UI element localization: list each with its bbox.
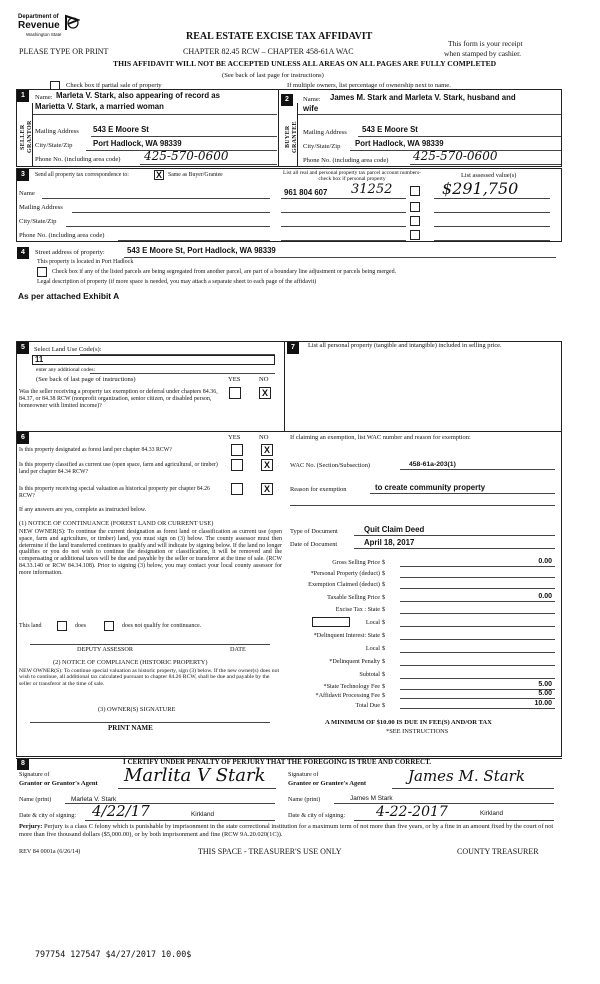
historic-question: Is this property receiving special valuation as historical property per chapter 84.26 RCW?	[19, 486, 210, 499]
buyer-city-label: City/State/Zip	[303, 143, 341, 150]
fee-label-4: Excise Tax : State	[335, 606, 380, 613]
minimum-due: A MINIMUM OF $10.00 IS DUE IN FEE(S) AND/OR TAX	[325, 719, 492, 726]
multiple-owners-note: If multiple owners, list percentage of ownership next to name.	[287, 82, 451, 89]
perjury-statement	[19, 823, 559, 839]
fee-prefix-10: $	[382, 683, 386, 690]
buyer-mailing-label: Mailing Address	[303, 129, 347, 136]
seller-mailing-label: Mailing Address	[35, 128, 79, 135]
grantor-date: 4/22/17	[92, 802, 150, 820]
buyer-city: Port Hadlock, WA 98339	[355, 139, 444, 148]
fee-label-0: Gross Selling Price	[332, 559, 380, 566]
street-label: Street address of property:	[35, 249, 105, 256]
form-title: REAL ESTATE EXCISE TAX AFFIDAVIT	[186, 31, 373, 42]
section-2-number: 2	[281, 94, 293, 106]
warning-text: THIS AFFIDAVIT WILL NOT BE ACCEPTED UNLESS ALL AREAS ON ALL PAGES ARE FULLY COMPLETED	[113, 59, 497, 68]
receipt-line2: when stamped by cashier.	[444, 49, 522, 58]
current-use-no-checkbox[interactable]: X	[261, 459, 273, 471]
segregated-checkbox[interactable]	[37, 267, 47, 277]
wa-flag-icon	[64, 14, 80, 32]
land-use-code: 11	[35, 355, 44, 364]
grantee-sig-label-2: Grantee or Grantee's Agent	[288, 780, 367, 787]
buyer-side-label: BUYER GRANTEE	[285, 121, 298, 153]
parcel-handwritten: 31252	[351, 182, 393, 197]
type-or-print: PLEASE TYPE OR PRINT	[19, 47, 109, 56]
fee-label-7: Local	[365, 645, 380, 652]
notice-compliance-body: NEW OWNER(S): To continue special valuation as historic property, sign (3) below. If the new owner(s) does not wish to continue, all additional tax calculated pursuant to chapter 84.26 RCW, shall be due and payable by the seller or transferor at the time of sale.	[19, 668, 280, 687]
see-back-instructions: (See back of last page of instructions)	[36, 376, 136, 383]
logo-line1: Department of	[18, 14, 59, 20]
segregated-label: Check box if any of the listed parcels are being segregated from another parcel, are part of a boundary line adjustment or parcels being merged.	[52, 269, 397, 275]
personal-property-checkbox-4[interactable]	[410, 230, 420, 240]
fee-label-6: *Delinquent Interest: State	[313, 632, 380, 639]
land-use-select-label: Select Land Use Code(s):	[34, 346, 102, 353]
section-7-number: 7	[287, 342, 299, 354]
fee-label-1: *Personal Property (deduct)	[310, 570, 380, 577]
buyer-name: James M. Stark and Marleta V. Stark, husband and	[330, 93, 516, 102]
see-back: (See back of last page for instructions)	[222, 72, 324, 79]
doc-date-label: Date of Document	[290, 541, 338, 548]
seller-name-label: Name:	[35, 94, 53, 101]
fee-label-5: Local	[365, 619, 380, 626]
fee-label-12: Total Due	[355, 702, 380, 709]
fee-prefix-4: $	[382, 606, 386, 613]
owner-signature-label: (3) OWNER(S) SIGNATURE	[98, 706, 176, 713]
land-use-code-field[interactable]	[32, 355, 275, 365]
dor-logo	[18, 14, 78, 46]
forest-no-checkbox[interactable]: X	[261, 444, 273, 456]
tax-corr-mailing-label: Mailing Address	[19, 204, 63, 211]
section-8-number: 8	[17, 758, 29, 770]
buyer-phone-label: Phone No. (including area code)	[303, 157, 389, 164]
grantor-city: Kirkland	[191, 811, 215, 818]
seller-phone: 425-570-0600	[144, 149, 229, 163]
fee-value-12: 10.00	[534, 700, 552, 707]
personal-property-checkbox-3[interactable]	[410, 216, 420, 226]
fee-prefix-5: $	[382, 619, 386, 626]
fee-prefix-3: $	[382, 594, 386, 601]
assessed-value: $291,750	[442, 179, 519, 198]
buyer-name-line2: wife	[303, 104, 319, 113]
section-3-number: 3	[17, 169, 29, 181]
personal-property-checkbox-1[interactable]	[410, 186, 420, 196]
perjury-label: Perjury:	[19, 823, 43, 830]
fee-label-9: Subtotal	[359, 671, 380, 678]
receipt-line1: This form is your receipt	[448, 39, 523, 48]
rev-number: REV 84 0001a (6/26/14)	[19, 848, 81, 855]
exemption-claim-label: If claiming an exemption, list WAC number and reason for exemption:	[290, 434, 471, 441]
doc-type-label: Type of Document	[290, 528, 338, 535]
forest-yes-checkbox[interactable]	[231, 444, 243, 456]
personal-property-label: List all personal property (tangible and intangible) included in selling price.	[308, 342, 502, 349]
reason-value: to create community property	[375, 483, 486, 492]
no-header-6: NO	[259, 434, 269, 441]
grantor-signature: Marlita V Stark	[124, 765, 266, 786]
grantee-name: James M Stark	[350, 795, 393, 802]
buyer-phone: 425-570-0600	[413, 149, 498, 163]
parcel-number: 961 804 607	[284, 188, 328, 197]
wac-value: 458-61a-203(1)	[409, 461, 456, 468]
section-6-number: 6	[17, 432, 29, 444]
current-use-yes-checkbox[interactable]	[231, 459, 243, 471]
grantor-sig-label-1: Signature of	[19, 771, 50, 778]
deputy-assessor-label: DEPUTY ASSESSOR	[77, 646, 133, 653]
tax-corr-city-label: City/State/Zip	[19, 218, 57, 225]
recording-stamp: 797754 127547 $4/27/2017 10.00$	[35, 949, 192, 959]
does-label: does	[75, 623, 86, 629]
fee-prefix-12: $	[382, 702, 386, 709]
if-yes-note: If any answers are yes, complete as instructed below.	[19, 507, 147, 513]
grantee-city: Kirkland	[480, 810, 504, 817]
notice-continuance-title: (1) NOTICE OF CONTINUANCE (FOREST LAND OR CURRENT USE)	[19, 520, 214, 527]
legal-description: As per attached Exhibit A	[18, 291, 120, 301]
fee-prefix-9: $	[382, 671, 386, 678]
grantor-name: Marleta V. Stark	[71, 796, 117, 803]
notice-compliance-title: (2) NOTICE OF COMPLIANCE (HISTORIC PROPERTY)	[53, 659, 208, 666]
enter-additional: enter any additional codes:	[36, 367, 96, 373]
exemption-question: Was the seller receiving a property tax exemption or deferral under chapters 84.36, 84.37, or 84.38 RCW (nonprofit organization, senior citizen, or disabled person, homeowner with limited income)?	[19, 389, 218, 409]
fee-prefix-0: $	[382, 559, 386, 566]
fee-prefix-11: $	[382, 692, 386, 699]
seller-name-line2: Marietta V. Stark, a married woman	[35, 102, 164, 111]
section-5-number: 5	[17, 342, 29, 354]
seller-mailing: 543 E Moore St	[93, 125, 149, 134]
legal-label: Legal description of property (if more space is needed, you may attach a separate sheet to each page of the affidavit)	[37, 279, 317, 285]
forest-question: Is this property designated as forest land per chapter 84.33 RCW?	[19, 447, 172, 453]
fee-table	[290, 559, 555, 689]
exempt-yes-checkbox[interactable]	[229, 387, 241, 399]
tax-corr-name-label: Name	[19, 190, 35, 197]
located-in: This property is located in Port Hadlock	[37, 259, 134, 265]
this-land-label: This land	[19, 623, 42, 629]
certify-statement: I CERTIFY UNDER PENALTY OF PERJURY THAT THE FOREGOING IS TRUE AND CORRECT.	[123, 758, 432, 766]
yes-header-5: YES	[228, 376, 241, 383]
grantor-name-label: Name (print)	[19, 796, 52, 803]
perjury-text: Perjury is a class C felony which is punishable by imprisonment in the state correctional institution for a maximum term of not more than five years, or by a fine in an amount fixed by the court of not more than five thousand dollars ($5,000.00), or by both imprisonment and fine (RCW 9A.20.020(1C)).	[19, 823, 554, 838]
fee-value-11: 5.00	[538, 690, 552, 697]
grantee-name-label: Name (print)	[288, 796, 321, 803]
local-tax-rate-field[interactable]	[312, 617, 350, 627]
no-header-5: NO	[259, 376, 269, 383]
fee-label-11: *Affidavit Processing Fee	[315, 692, 380, 699]
fee-label-2: Exemption Claimed (deduct)	[308, 581, 380, 588]
form-chapter: CHAPTER 82.45 RCW – CHAPTER 458-61A WAC	[183, 47, 354, 56]
assessor-date-label: DATE	[230, 646, 246, 653]
tax-corr-phone-label: Phone No. (including area code)	[19, 232, 105, 239]
seller-city: Port Hadlock, WA 98339	[93, 139, 182, 148]
exempt-no-checkbox[interactable]: X	[259, 387, 271, 399]
current-use-question: Is this property classified as current use (open space, farm and agricultural, or timber) land per chapter 84.34 RCW?	[19, 462, 218, 475]
grantee-date: 4-22-2017	[376, 804, 448, 820]
fee-value-0: 0.00	[538, 558, 552, 565]
fee-label-8: *Delinquent Penalty	[329, 658, 380, 665]
seller-name: Marleta V. Stark, also appearing of record as	[56, 91, 220, 100]
notice-continuance-body: NEW OWNER(S): To continue the current designation as forest land or classification as current use (open space, farm and agriculture, or timber) land, you must sign on (3) below. The county assessor must then determine if the land transferred continues to qualify and will indicate by signing below. If the land no longer qualifies or you do not wish to continue the designation or classification, it will be removed and the compensating or additional taxes will be due and payable by the seller or transferor at the time of sale. (RCW 84.33.140 or RCW 84.34.108). Prior to signing (3) below, you may contact your local county assessor for more information.	[19, 529, 282, 576]
yes-header-6: YES	[228, 434, 241, 441]
doc-date-value: April 18, 2017	[364, 538, 415, 547]
grantee-sig-label-1: Signature of	[288, 771, 319, 778]
land-does-not-checkbox[interactable]	[104, 621, 114, 631]
street-address: 543 E Moore St, Port Hadlock, WA 98339	[127, 246, 276, 255]
logo-line3: Washington State	[26, 32, 62, 37]
same-as-buyer-checkbox[interactable]: X	[155, 170, 162, 180]
wac-label: WAC No. (Section/Subsection)	[290, 462, 371, 469]
seller-city-label: City/State/Zip	[35, 142, 73, 149]
historic-yes-checkbox[interactable]	[231, 483, 243, 495]
grantee-signature: James M. Stark	[408, 767, 525, 785]
seller-phone-label: Phone No. (including area code)	[35, 156, 121, 163]
personal-property-checkbox-2[interactable]	[410, 202, 420, 212]
tax-corr-send-label: Send all property tax correspondence to:	[35, 172, 129, 178]
fee-prefix-8: $	[382, 658, 386, 665]
seller-side-label: SELLER GRANTOR	[20, 120, 33, 154]
fee-prefix-2: $	[382, 581, 386, 588]
section-4-number: 4	[17, 247, 29, 259]
assessed-header: List assessed value(s)	[461, 172, 517, 179]
buyer-name-label: Name:	[303, 96, 321, 103]
treasurer-use: THIS SPACE - TREASURER'S USE ONLY	[198, 847, 342, 856]
grantor-sig-label-2: Grantor or Grantor's Agent	[19, 780, 98, 787]
fee-label-3: Taxable Selling Price	[327, 594, 380, 601]
doc-type-value: Quit Claim Deed	[364, 525, 425, 534]
historic-no-checkbox[interactable]: X	[261, 483, 273, 495]
fee-value-3: 0.00	[538, 593, 552, 600]
fee-prefix-7: $	[382, 645, 386, 652]
partial-sale-label: Check box if partial sale of property	[66, 82, 162, 89]
land-does-checkbox[interactable]	[57, 621, 67, 631]
fee-prefix-6: $	[382, 632, 386, 639]
fee-totals	[290, 683, 555, 719]
grantor-date-label: Date & city of signing:	[19, 812, 77, 819]
parcel-list-header: List all real and personal property tax parcel account numbers-check box if personal property	[283, 170, 421, 183]
county-treasurer: COUNTY TREASURER	[457, 847, 539, 856]
same-as-buyer-label: Same as Buyer/Grantee	[168, 172, 223, 178]
see-instructions: *SEE INSTRUCTIONS	[386, 728, 449, 735]
fee-prefix-1: $	[382, 570, 386, 577]
fee-label-10: *State Technology Fee	[323, 683, 380, 690]
grantee-date-label: Date & city of signing:	[288, 812, 346, 819]
print-name-label: PRINT NAME	[108, 724, 153, 732]
buyer-mailing: 543 E Moore St	[362, 125, 418, 134]
section-1-number: 1	[17, 90, 29, 102]
logo-line2: Revenue	[18, 20, 60, 31]
not-qualify-label: does not qualify for continuance.	[122, 623, 202, 629]
fee-value-10: 5.00	[538, 681, 552, 688]
reason-label: Reason for exemption	[290, 486, 347, 493]
